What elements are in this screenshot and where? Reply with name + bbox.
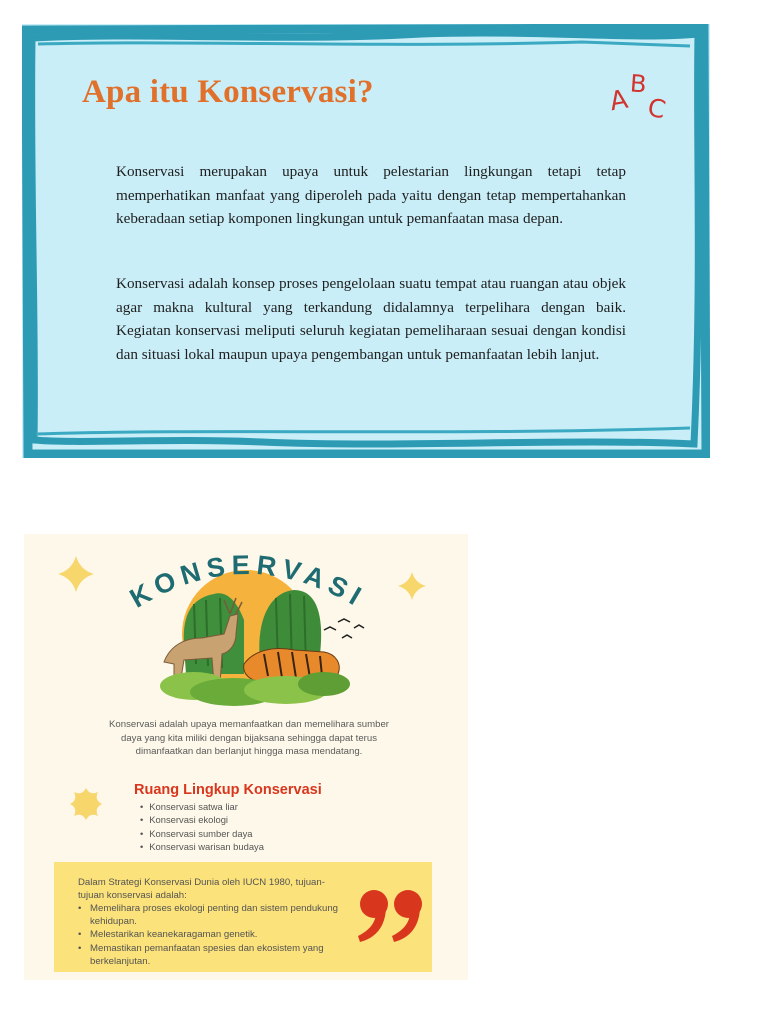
slide-title: Apa itu Konservasi?: [82, 74, 374, 110]
iucn-quote-box: [54, 862, 432, 972]
quote-intro: Dalam Strategi Konservasi Dunia oleh IUCN 1980, tujuan-tujuan konservasi adalah:: [78, 877, 325, 902]
quote-mark-icon: [356, 884, 428, 946]
sun-flower-icon: [70, 788, 102, 820]
quote-list: [78, 902, 340, 968]
abc-letter-b: B: [629, 69, 648, 99]
abc-letter-a: A: [607, 84, 631, 118]
list-item: • Konservasi sumber daya: [140, 827, 264, 840]
scope-heading: Ruang Lingkup Konservasi: [134, 782, 322, 798]
conservation-poster: [24, 534, 468, 980]
abc-doodle: [608, 64, 678, 134]
svg-text:KONSERVASI: KONSERVASI: [124, 549, 372, 614]
scope-list: [140, 800, 264, 854]
poster-description: Konservasi adalah upaya memanfaatkan dan memelihara sumber daya yang kita miliki dengan bijaksana sehingga dapat terus dimanfaatkan dan berlanjut hingga masa mendatang.: [109, 719, 389, 757]
list-item: • Melestarikan keanekaragaman genetik.: [78, 928, 340, 941]
list-item: • Konservasi warisan budaya: [140, 840, 264, 853]
list-item: • Memelihara proses ekologi penting dan sistem pendukung kehidupan.: [78, 902, 340, 928]
abc-letter-c: C: [645, 92, 669, 125]
list-item: • Memastikan pemanfaatan spesies dan ekosistem yang berkelanjutan.: [78, 942, 340, 968]
definition-paragraph-1: Konservasi merupakan upaya untuk pelestarian lingkungan tetapi tetap memperhatikan manfaat yang diperoleh pada yaitu dengan tetap mempertahankan keberadaan setiap komponen lingkungan untuk pemanfaatan masa depan.: [116, 163, 626, 227]
list-item: • Konservasi ekologi: [140, 813, 264, 826]
definition-paragraph-2: Konservasi adalah konsep proses pengelolaan suatu tempat atau ruangan atau objek agar makna kultural yang terkandung didalamnya terpelihara dengan baik. Kegiatan konservasi meliputi seluruh kegiatan pemeliharaan sesuai dengan kondisi dan situasi lokal maupun upaya pengembangan untuk pemanfaatan lebih lanjut.: [116, 275, 626, 363]
list-item: • Konservasi satwa liar: [140, 800, 264, 813]
poster-title: [24, 534, 468, 664]
conservation-slide: [22, 24, 710, 458]
